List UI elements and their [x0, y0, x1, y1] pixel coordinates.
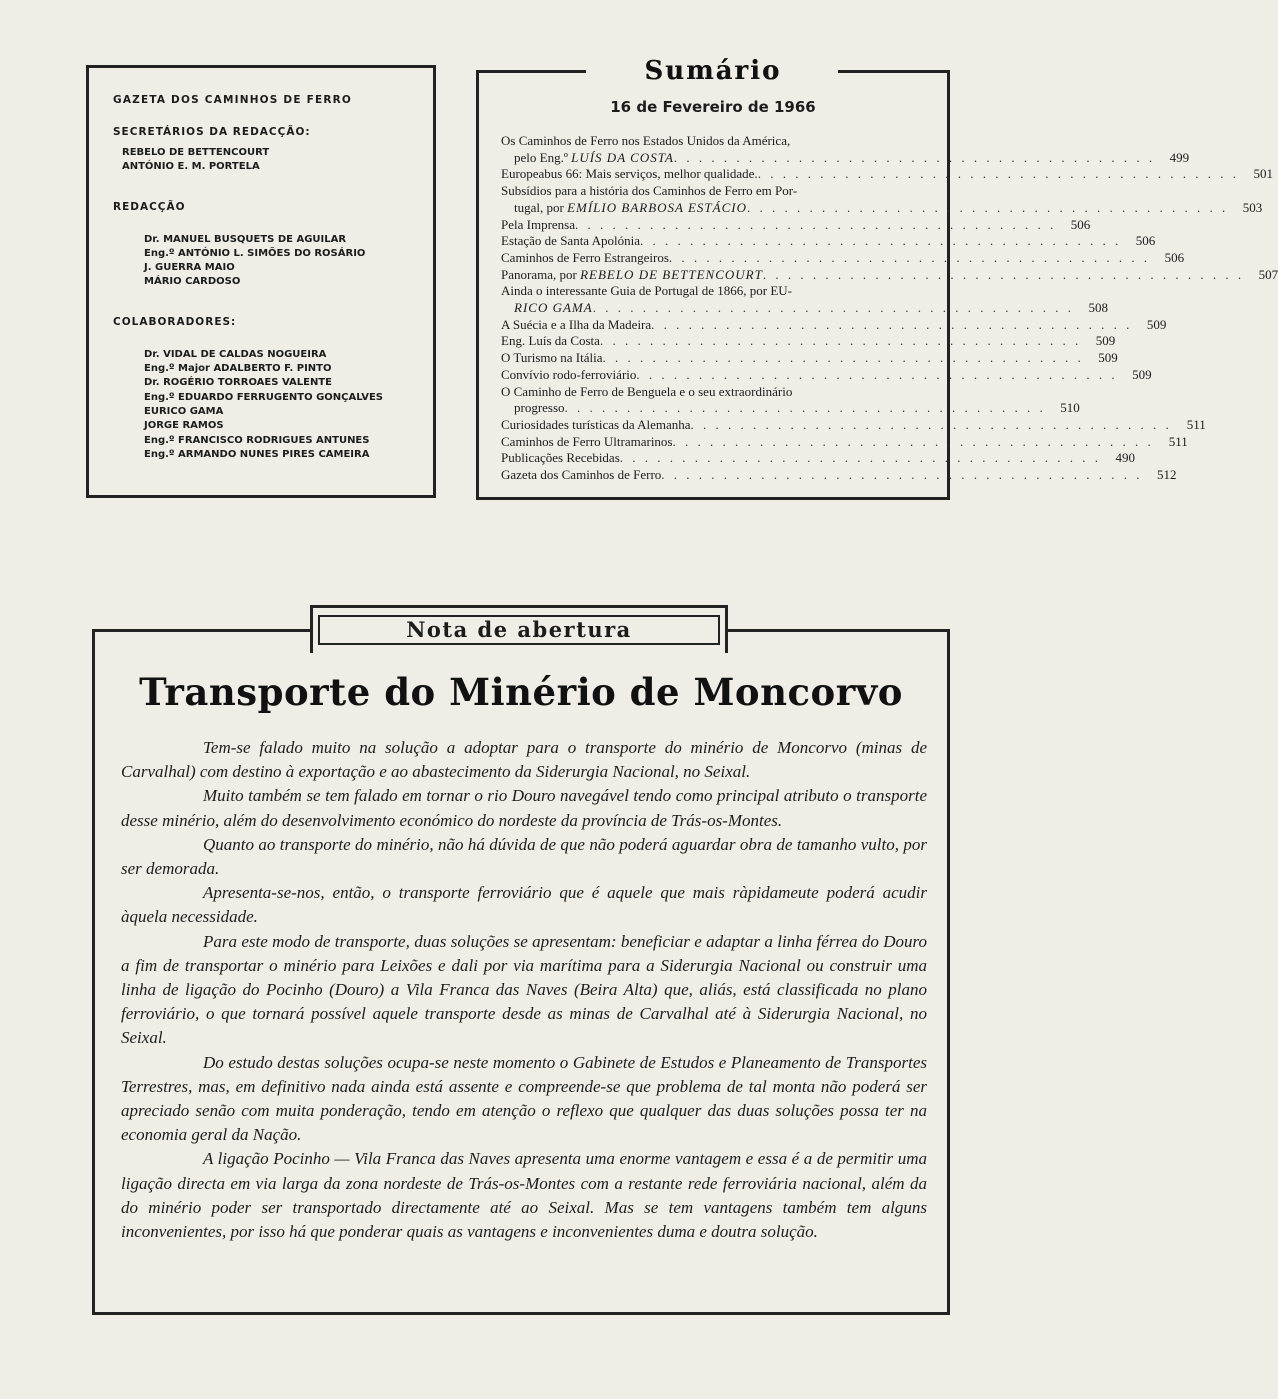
toc-text: Gazeta dos Caminhos de Ferro	[501, 467, 662, 483]
article-paragraph: Muito também se tem falado em tornar o rio Douro navegável tendo como principal atributo o transporte desse minério, além do desenvolvimento económico do nordeste da província de Trás-os-Montes.	[121, 786, 927, 830]
toc-page-number: 511	[1168, 433, 1188, 449]
article-paragraph: Tem-se falado muito na solução a adoptar para o transporte do minério de Moncorvo (minas de Carvalhal) com destino à exportação e ao abastecimento da Siderurgia Nacional, no Seixal.	[121, 738, 927, 782]
editor-name: Dr. MANUEL BUSQUETS DE AGUILAR	[144, 233, 347, 245]
toc-item	[501, 249, 1185, 267]
toc-leader-dots: . . . . . . . . . . . . . . . . . . . . . . . . . . . . . . . . . . . . . . .	[672, 433, 1154, 449]
toc-item	[501, 166, 1273, 183]
toc-item	[501, 333, 1116, 350]
toc-item	[501, 216, 1091, 234]
toc-text	[514, 300, 593, 317]
toc-text: O Turismo na Itália	[501, 350, 603, 366]
toc-page-number: 490	[1115, 450, 1136, 466]
summary-edge-left	[476, 70, 479, 100]
toc-page-number: 510	[1060, 400, 1080, 416]
toc-page-number: 511	[1186, 416, 1206, 432]
toc-text: Curiosidades turísticas da Alemanha	[501, 416, 691, 432]
toc-author: RICO GAMA	[514, 300, 593, 316]
toc-leader-dots: . . . . . . . . . . . . . . . . . . . . . . . . . . . . . . . . . . . . . . .	[636, 366, 1118, 382]
toc-item	[501, 433, 1188, 451]
toc-leader-dots: . . . . . . . . . . . . . . . . . . . . . . . . . . . . . . . . . . . . . . .	[668, 249, 1151, 265]
staff-box	[86, 65, 436, 498]
toc-author: LUÍS DA COSTA	[571, 149, 674, 165]
toc-page-number: 499	[1169, 149, 1190, 165]
toc-item	[501, 366, 1152, 384]
secretary-name: REBELO DE BETTENCOURT	[122, 147, 270, 158]
toc-page-number: 506	[1070, 216, 1091, 232]
contributor-name: Eng.º EDUARDO FERRUGENTO GONÇALVES	[144, 391, 384, 403]
toc-item	[501, 233, 1156, 250]
toc-item	[501, 183, 1263, 216]
toc-text: Caminhos de Ferro Estrangeiros	[501, 249, 669, 265]
contributors-list	[144, 348, 433, 462]
toc-text: Caminhos de Ferro Ultramarinos	[501, 433, 673, 449]
contributor-name: Dr. VIDAL DE CALDAS NOGUEIRA	[144, 348, 327, 360]
toc-text: A Suécia e a Ilha da Madeira	[501, 316, 652, 332]
toc-page-number: 509	[1132, 366, 1152, 382]
toc-leader-dots: . . . . . . . . . . . . . . . . . . . . . . . . . . . . . . . . . . . . . . .	[564, 400, 1046, 416]
issue-date: 16 de Fevereiro de 1966	[610, 98, 816, 116]
toc-text: Ainda o interessante Guia de Portugal de 1866, por EU-	[501, 283, 792, 299]
contributor-name: EURICO GAMA	[144, 405, 224, 417]
toc-leader-dots: . . . . . . . . . . . . . . . . . . . . . . . . . . . . . . . . . . . . . . .	[757, 166, 1239, 182]
toc-leader-dots: . . . . . . . . . . . . . . . . . . . . . . . . . . . . . . . . . . . . . . .	[651, 316, 1133, 332]
editor-name: MÁRIO CARDOSO	[144, 276, 241, 288]
toc-text: tugal, por EMÍLIO BARBOSA ESTÁCIO	[514, 199, 747, 215]
article-paragraph: Quanto ao transporte do minério, não há dúvida de que não poderá aguardar obra de tamanho vulto, por ser demorada.	[121, 834, 927, 879]
article-paragraph: Do estudo destas soluções ocupa-se neste momento o Gabinete de Estudos e Planeamento de Transportes Terrestres, mas, em definitivo nada ainda está assente e compreende-se que problema de tal monta não poderá ser apreciado senão com muita ponderação, tendo em atenção o reflexo que qualquer das duas soluções possa ter na economia geral da Nação.	[121, 1052, 927, 1145]
toc-text: Europeabus 66: Mais serviços, melhor qualidade.	[501, 166, 758, 182]
toc-item	[501, 467, 1177, 484]
contributor-name: Eng.º ARMANDO NUNES PIRES CAMEIRA	[144, 448, 370, 460]
magazine-name: GAZETA DOS CAMINHOS DE FERRO	[113, 94, 353, 106]
article-title: Transporte do Minério de Moncorvo	[139, 670, 903, 714]
contributor-name: JORGE RAMOS	[144, 420, 224, 432]
article-paragraph: A ligação Pocinho — Vila Franca das Naves apresenta uma enorme vantagem e essa é a de permitir uma ligação directa em via larga da zona nordeste de Trás-os-Montes com a restante rede ferroviária nacional, além da do minério poder ser transportado directamente até ao Seixal. Mas se tem vantagens também tem alguns inconvenientes, por isso há que ponderar quais as vantagens e inconvenientes duma e doutra solução.	[121, 1149, 927, 1242]
toc-text: pelo Eng.º LUÍS DA COSTA	[514, 149, 674, 165]
toc-leader-dots: . . . . . . . . . . . . . . . . . . . . . . . . . . . . . . . . . . . . . . .	[690, 416, 1172, 432]
summary-rule-left	[476, 70, 586, 73]
toc-page-number: 508	[1088, 300, 1108, 316]
toc-page-number: 509	[1146, 316, 1167, 332]
toc-text: Eng. Luís da Costa	[501, 333, 600, 349]
article-paragraph: Para este modo de transporte, duas soluções se apresentam: beneficiar e adaptar a linha férrea do Douro a fim de transportar o minério para Leixões e dali por via marítima para a Siderurgia Nacional ou construir uma linha de ligação do Pocinho (Douro) a Vila Franca das Naves (Beira Alta) que, aliás, está classificada no plano ferroviário, o que tornará possível aquele transporte desde as minas de Carvalhal até à Siderurgia Nacional, no Seixal.	[121, 931, 927, 1048]
toc-text: Estação de Santa Apolónia	[501, 233, 640, 249]
toc-page-number: 503	[1242, 199, 1263, 215]
editorial-list	[144, 233, 433, 290]
toc-text: Publicações Recebidas	[501, 450, 620, 466]
contributors-heading: COLABORADORES:	[113, 315, 237, 328]
secretary-name: ANTÓNIO E. M. PORTELA	[122, 161, 260, 173]
toc-item	[501, 416, 1206, 434]
toc-leader-dots: . . . . . . . . . . . . . . . . . . . . . . . . . . . . . . . . . . . . . . .	[673, 149, 1156, 165]
toc-leader-dots: . . . . . . . . . . . . . . . . . . . . . . . . . . . . . . . . . . . . . . .	[602, 350, 1084, 366]
toc-item	[501, 316, 1167, 334]
toc-item	[501, 266, 1278, 284]
toc-author: REBELO DE BETTENCOURT	[580, 266, 763, 282]
toc-leader-dots: . . . . . . . . . . . . . . . . . . . . . . . . . . . . . . . . . . . . . . .	[762, 266, 1245, 282]
toc-text: Os Caminhos de Ferro nos Estados Unidos da América,	[501, 133, 791, 148]
secretaries-heading: SECRETÁRIOS DA REDACÇÃO:	[113, 126, 311, 138]
toc-leader-dots: . . . . . . . . . . . . . . . . . . . . . . . . . . . . . . . . . . . . . . .	[640, 233, 1122, 249]
toc-text: Panorama, por REBELO DE BETTENCOURT	[501, 266, 763, 282]
editor-name: Eng.º ANTÓNIO L. SIMÕES DO ROSÁRIO	[144, 247, 366, 259]
toc-item	[501, 133, 1190, 166]
toc-leader-dots: . . . . . . . . . . . . . . . . . . . . . . . . . . . . . . . . . . . . . . .	[592, 300, 1074, 316]
contributor-name: Eng.º Major ADALBERTO F. PINTO	[144, 363, 332, 375]
table-of-contents	[501, 133, 1278, 484]
toc-text: Pela Imprensa	[501, 216, 576, 232]
toc-item	[501, 283, 1108, 316]
toc-page-number: 509	[1098, 350, 1118, 366]
note-label: Nota de abertura	[318, 615, 720, 645]
toc-page-number: 512	[1157, 467, 1177, 483]
toc-leader-dots: . . . . . . . . . . . . . . . . . . . . . . . . . . . . . . . . . . . . . . .	[746, 199, 1229, 215]
secretaries-list	[122, 146, 433, 175]
toc-text: O Caminho de Ferro de Benguela e o seu extraordinário	[501, 383, 793, 399]
toc-page-number: 509	[1095, 333, 1116, 349]
toc-page-number: 506	[1164, 249, 1185, 265]
article-body	[121, 736, 927, 1244]
summary-title: Sumário	[644, 56, 782, 86]
toc-item	[501, 450, 1136, 467]
toc-leader-dots: . . . . . . . . . . . . . . . . . . . . . . . . . . . . . . . . . . . . . . .	[619, 450, 1102, 466]
contributor-name: Dr. ROGÉRIO TORROAES VALENTE	[144, 377, 332, 389]
toc-page-number: 501	[1253, 166, 1273, 182]
toc-leader-dots: . . . . . . . . . . . . . . . . . . . . . . . . . . . . . . . . . . . . . . .	[661, 467, 1143, 483]
toc-text: Convívio rodo-ferroviário	[501, 366, 637, 382]
editorial-heading: REDACÇÃO	[113, 200, 186, 213]
toc-leader-dots: . . . . . . . . . . . . . . . . . . . . . . . . . . . . . . . . . . . . . . .	[575, 216, 1057, 232]
toc-text: progresso	[514, 400, 565, 416]
toc-page-number: 507	[1258, 266, 1278, 282]
summary-edge-right	[947, 70, 950, 100]
toc-page-number: 506	[1135, 233, 1156, 249]
summary-rule-right	[838, 70, 950, 73]
toc-item	[501, 383, 1080, 417]
editor-name: J. GUERRA MAIO	[144, 262, 235, 274]
toc-leader-dots: . . . . . . . . . . . . . . . . . . . . . . . . . . . . . . . . . . . . . . .	[599, 333, 1082, 349]
article-paragraph: Apresenta-se-nos, então, o transporte ferroviário que é aquele que mais ràpidameute poderá acudir àquela necessidade.	[121, 883, 927, 927]
toc-author: EMÍLIO BARBOSA ESTÁCIO	[567, 199, 747, 215]
toc-text: Subsídios para a história dos Caminhos de Ferro em Por-	[501, 183, 798, 199]
contributor-name: Eng.º FRANCISCO RODRIGUES ANTUNES	[144, 434, 370, 446]
toc-item	[501, 350, 1118, 367]
